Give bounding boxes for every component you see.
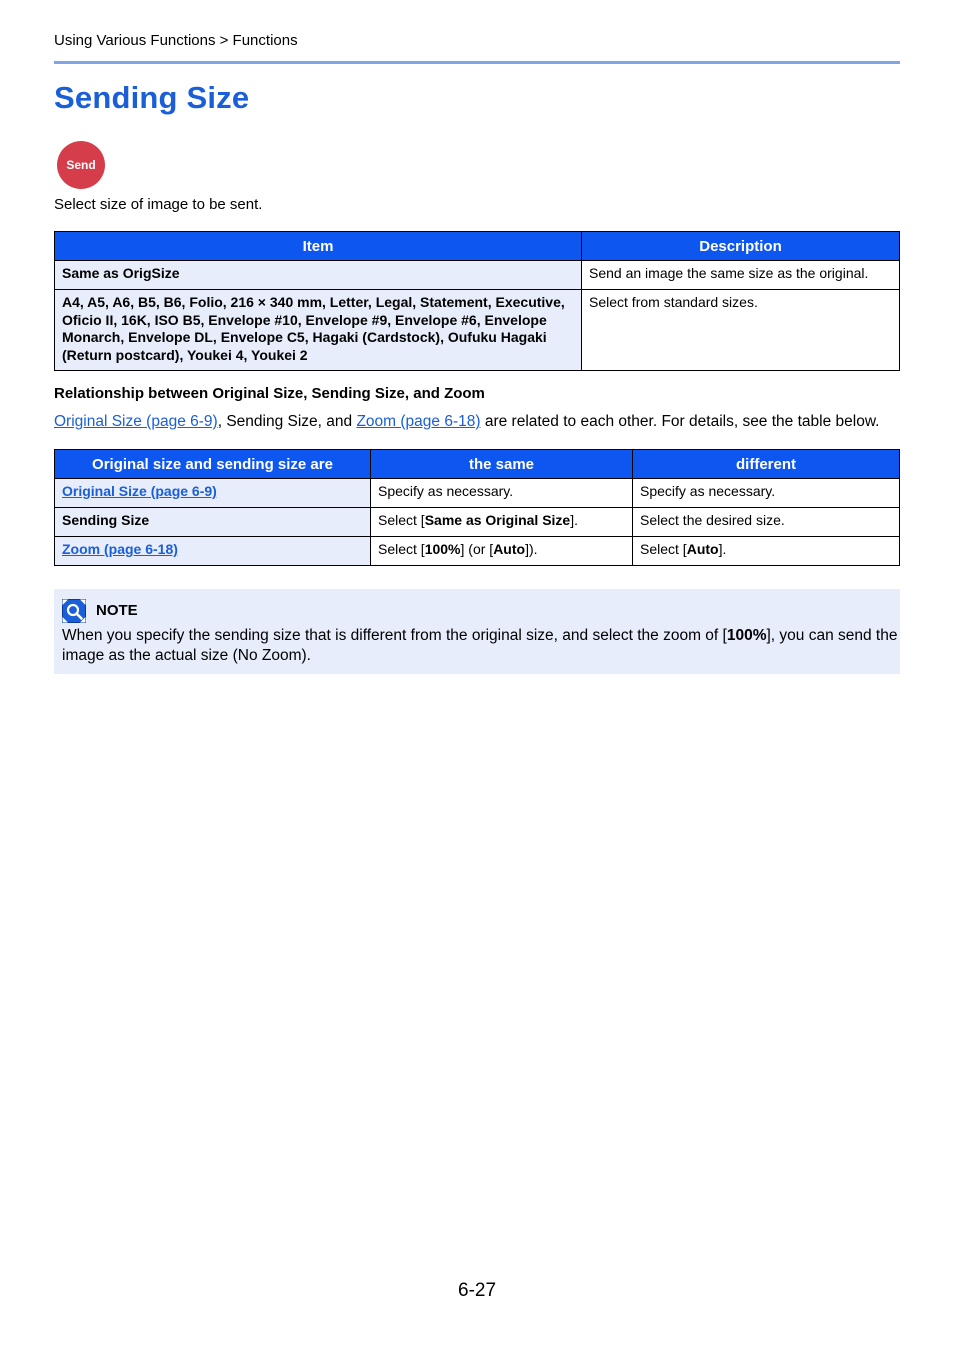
note-text-part: When you specify the sending size that is different from the original size, and select the zoom of [ <box>62 627 727 644</box>
table-row <box>55 261 900 290</box>
cell-text: ]. <box>718 541 727 557</box>
header-rule <box>54 61 900 64</box>
table-row <box>55 537 900 566</box>
different-cell <box>633 537 900 566</box>
relationship-paragraph <box>54 413 914 431</box>
item-cell: Sending Size <box>55 508 371 537</box>
original-size-table-link[interactable]: Original Size (page 6-9) <box>62 483 217 499</box>
sending-size-table <box>54 231 900 371</box>
cell-bold-text: Auto <box>493 541 526 557</box>
page-number: 6-27 <box>458 1280 497 1301</box>
note-box <box>54 589 900 674</box>
send-badge-icon <box>57 141 105 189</box>
table-header-row <box>55 450 900 479</box>
note-bold-text: 100% <box>726 627 767 644</box>
note-title: NOTE <box>96 602 138 619</box>
paragraph-text: , Sending Size, and <box>217 413 357 430</box>
description-cell: Select from standard sizes. <box>582 290 900 371</box>
cell-bold-text: Auto <box>686 541 719 557</box>
cell-bold-text: 100% <box>424 541 461 557</box>
same-cell <box>371 537 633 566</box>
note-icon <box>62 599 86 623</box>
column-header-description: Description <box>582 232 900 261</box>
same-cell: Specify as necessary. <box>371 479 633 508</box>
different-cell: Specify as necessary. <box>633 479 900 508</box>
table-header-row <box>55 232 900 261</box>
cell-text: Select [ <box>640 541 687 557</box>
zoom-table-link[interactable]: Zoom (page 6-18) <box>62 541 178 557</box>
column-header-item: Item <box>55 232 582 261</box>
cell-text: ]). <box>525 541 538 557</box>
cell-text: ]. <box>570 512 578 528</box>
item-cell: A4, A5, A6, B5, B6, Folio, 216 × 340 mm, Letter, Legal, Statement, Executive, Oficio II, 16K, ISO B5, Envelope #10, Envelope #9, Envelope #6, Envelope Monarch, Envelope DL, Envelope C5, Hagaki (Cardstock), Oufuku Hagaki (Return postcard), Youkei 4, Youkei 2 <box>55 290 582 371</box>
original-size-link[interactable]: Original Size (page 6-9) <box>54 413 218 430</box>
note-text-part: ], you can send the image as the actual size (No Zoom). <box>62 627 898 664</box>
send-badge-label: Send <box>66 158 96 172</box>
cell-text: Select [ <box>378 541 425 557</box>
column-header-same: the same <box>371 450 633 479</box>
item-cell <box>55 537 371 566</box>
table-row <box>55 290 900 371</box>
item-cell <box>55 479 371 508</box>
table-row <box>55 479 900 508</box>
cell-text: ] (or [ <box>460 541 494 557</box>
column-header-different: different <box>633 450 900 479</box>
column-header-size: Original size and sending size are <box>55 450 371 479</box>
zoom-link[interactable]: Zoom (page 6-18) <box>356 413 481 430</box>
breadcrumb: Using Various Functions > Functions <box>54 32 298 49</box>
note-text <box>62 626 898 666</box>
description-cell: Send an image the same size as the original. <box>582 261 900 290</box>
section-heading: Relationship between Original Size, Sending Size, and Zoom <box>54 385 485 402</box>
cell-bold-text: Same as Original Size <box>424 512 571 528</box>
page-title: Sending Size <box>54 80 250 115</box>
different-cell: Select the desired size. <box>633 508 900 537</box>
intro-text: Select size of image to be sent. <box>54 196 263 213</box>
item-cell: Same as OrigSize <box>55 261 582 290</box>
same-cell <box>371 508 633 537</box>
cell-text: Select [ <box>378 512 425 528</box>
table-row <box>55 508 900 537</box>
relationship-table <box>54 449 900 566</box>
paragraph-text: are related to each other. For details, see the table below. <box>480 413 880 430</box>
